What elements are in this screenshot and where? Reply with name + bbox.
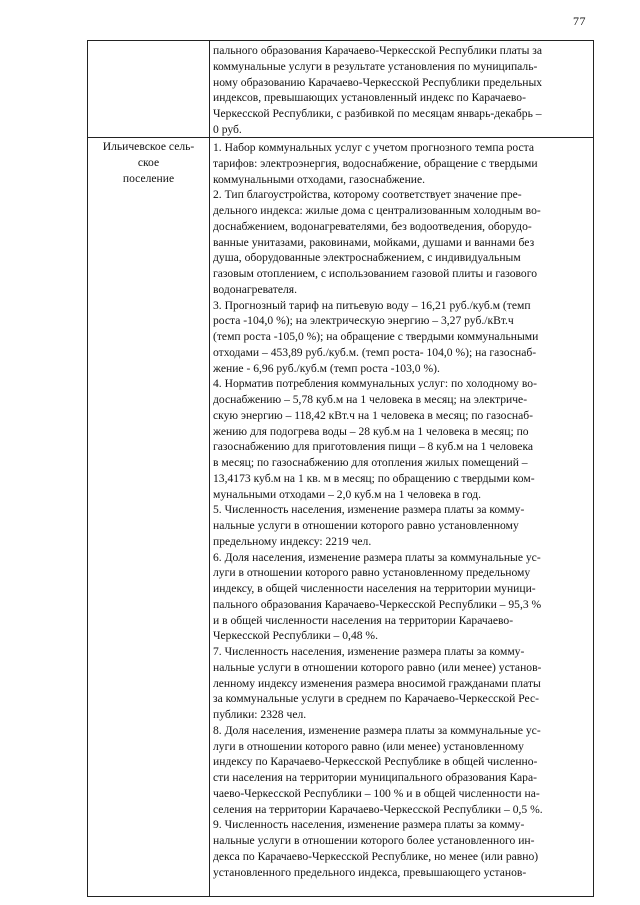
- text-line: нальные услуги в отношении которого равно установленному: [213, 519, 519, 532]
- text-line: 1. Набор коммунальных услуг с учетом прогнозного темпа роста: [213, 141, 535, 154]
- text-line: индексу по Карачаево-Черкесской Республике в общей численно-: [213, 755, 538, 769]
- text-line: коммунальные услуги в результате установления по муниципаль-: [213, 59, 538, 73]
- text-line: поселение: [122, 171, 175, 185]
- text-line: в месяц; по газоснабжению для отопления жилых помещений –: [213, 456, 528, 469]
- text-line: роста -104,0 %); на электрическую энергию – 3,27 руб./кВт.ч: [213, 314, 514, 328]
- description-cell: [213, 43, 589, 138]
- text-line: нальные услуги в отношении которого более установленного ин-: [213, 834, 535, 847]
- column-divider: [209, 138, 210, 896]
- text-line: дельного индекса: жилые дома с централизованным холодным во-: [213, 204, 541, 217]
- description-cell: [213, 140, 589, 880]
- page-number: 77: [573, 14, 586, 28]
- text-line: луги в отношении которого равно установленному предельному: [213, 566, 531, 580]
- text-line: предельному индексу: 2219 чел.: [213, 534, 372, 548]
- text-line: сти населения на территории муниципального образования Кара-: [213, 771, 537, 784]
- text-line: 4. Норматив потребления коммунальных услуг: по холодному во-: [213, 377, 537, 391]
- text-line: Черкесской Республики, с разбивкой по месяцам январь-декабрь –: [213, 107, 542, 120]
- text-line: ское: [137, 155, 160, 169]
- text-line: доснабжением, водонагревателями, без водоотведения, оборудо-: [213, 219, 532, 233]
- text-line: жению для подогрева воды – 28 куб.м на 1 человека в месяц; по: [213, 424, 529, 438]
- column-divider: [209, 41, 210, 137]
- text-line: 7. Численность населения, изменение размера платы за комму-: [213, 645, 525, 658]
- text-line: 9. Численность населения, изменение размера платы за комму-: [213, 818, 525, 832]
- text-line: мунальными отходами – 2,0 куб.м на 1 человека в год.: [213, 487, 481, 501]
- text-line: водонагревателя.: [213, 282, 297, 296]
- text-line: скую энергию – 118,42 кВт.ч на 1 человека в месяц; по газоснаб-: [213, 408, 534, 422]
- text-line: и в общей численности населения на территории Карачаево-: [213, 613, 514, 627]
- text-line: луги в отношении которого равно (или менее) установленному: [213, 739, 524, 753]
- text-line: декса по Карачаево-Черкесской Республике, но менее (или равно): [213, 849, 539, 863]
- text-line: за коммунальные услуги в среднем по Карачаево-Черкесской Рес-: [213, 692, 539, 706]
- municipality-cell: [88, 138, 209, 186]
- text-line: публики: 2328 чел.: [213, 708, 307, 721]
- text-line: тарифов: электроэнергия, водоснабжение, обращение с твердыми: [213, 156, 538, 170]
- text-line: газовым отоплением, с использованием газовой плиты и газового: [213, 267, 537, 280]
- text-line: газоснабжению для приготовления пищи – 8 куб.м на 1 человека: [213, 440, 534, 454]
- text-line: 0 руб.: [213, 122, 242, 136]
- text-line: индексов, превышающих установленный индекс по Карачаево-: [213, 91, 526, 105]
- municipality-cell: [88, 41, 209, 42]
- text-line: душа, оборудованные электроснабжением, с индивидуальным: [213, 251, 521, 265]
- text-line: нальные услуги в отношении которого равно (или менее) установ-: [213, 660, 542, 674]
- text-line: ному образованию Карачаево-Черкесской Республики предельных: [213, 75, 543, 89]
- text-line: 5. Численность населения, изменение размера платы за комму-: [213, 503, 525, 517]
- text-line: Черкесской Республики – 0,48 %.: [213, 629, 378, 643]
- text-line: 6. Доля населения, изменение размера платы за коммунальные ус-: [213, 550, 541, 564]
- text-line: жение - 6,96 руб./куб.м (темп роста -103,0 %).: [213, 361, 440, 375]
- text-line: Ильичевское сель-: [102, 140, 195, 153]
- text-line: пального образования Карачаево-Черкесской Республики – 95,3 %: [213, 597, 542, 611]
- table-row-continuation: [88, 41, 593, 137]
- text-line: ванные унитазами, раковинами, мойками, душами и ваннами без: [213, 235, 535, 249]
- text-line: доснабжению – 5,78 куб.м на 1 человека в месяц; на электриче-: [213, 393, 528, 406]
- text-line: 2. Тип благоустройства, которому соответствует значение пре-: [213, 188, 522, 202]
- text-line: 8. Доля населения, изменение размера платы за коммунальные ус-: [213, 723, 541, 737]
- text-line: (темп роста -105,0 %); на обращение с твердыми коммунальными: [213, 330, 539, 343]
- text-line: ленному индексу изменения размера вносимой гражданами платы: [213, 676, 541, 690]
- text-line: селения на территории Карачаево-Черкесской Республики – 0,5 %.: [213, 802, 543, 816]
- text-line: 13,4173 куб.м на 1 кв. м в месяц; по обращению с твердыми ком-: [213, 471, 535, 485]
- text-line: пального образования Карачаево-Черкесской Республики платы за: [213, 44, 542, 57]
- text-line: 3. Прогнозный тариф на питьевую воду – 16,21 руб./куб.м (темп: [213, 298, 531, 312]
- text-line: установленного предельного индекса, превышающего установ-: [213, 865, 527, 879]
- text-line: отходами – 453,89 руб./куб.м. (темп роста- 104,0 %); на газоснаб-: [213, 345, 537, 359]
- table-row-ilichevskoe: [88, 137, 593, 896]
- text-line: коммунальными отходами, газоснабжение.: [213, 172, 426, 186]
- document-table: [87, 40, 594, 897]
- text-line: индексу, в общей численности населения на территории муници-: [213, 582, 536, 595]
- text-line: чаево-Черкесской Республики – 100 % и в общей численности на-: [213, 786, 540, 800]
